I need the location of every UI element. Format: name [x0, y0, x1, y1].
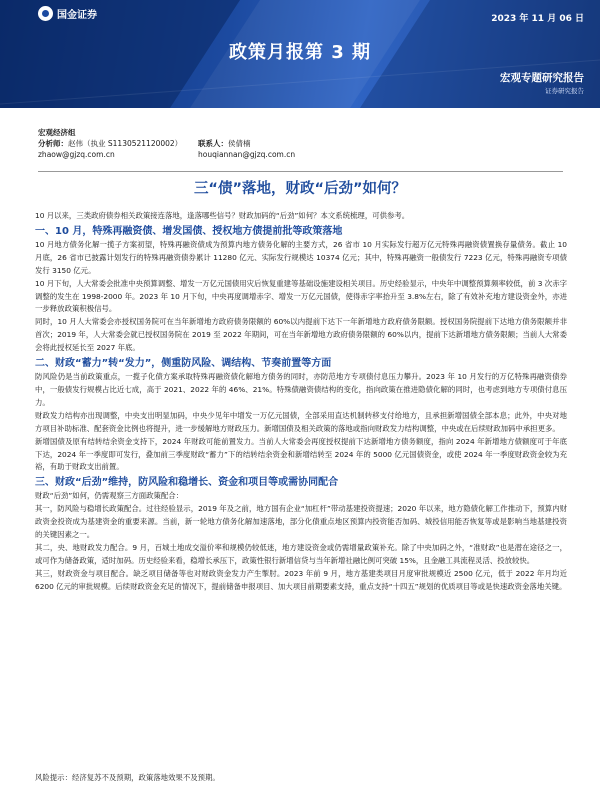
- document-title: 三“债”落地，财政“后劲”如何？: [193, 181, 407, 197]
- logo-icon: [38, 6, 53, 21]
- report-series-sub: 证券研究报告: [545, 87, 584, 95]
- paragraph: 财政“后劲”如何，仍需观察三方面政策配合：: [35, 491, 184, 501]
- paragraph: 10 月下旬，人大常委会批准中央预算调整、增发一万亿元国债用灾后恢复重建等基础设施建设相关项目。历史经验显示，中央年中调整预算频率较低，前 3 次赤字调整的发生在 1998-2000 年。2023 年 10 月下旬，中央再度调增赤字、增发一万亿元国债，使得赤字率抬升至 3.8%左右，除了有效补充地方建设资金外，亦进一步释放政策积极信号。: [35, 278, 567, 314]
- paragraph: 其三，财政资金与项目配合。缺乏项目储备等也对财政资金发力产生掣肘。2023 年前 9 月，地方基建类项目月度审批规模近 2500 亿元，低于 2022 年月均近 6200 亿元的审批规模。后续财政资金充足的情况下，提前储备申报项目、加大项目前期要素支持，重点支持“十四五”规划的优质项目等或是快速政资金落地关键。: [35, 568, 567, 591]
- analyst-name: 赵伟（执业 S1130521120002）: [68, 139, 183, 148]
- analyst-label: 分析师：: [38, 139, 68, 148]
- report-title: 政策月报第 3 期: [228, 42, 372, 63]
- author-block: [38, 127, 295, 160]
- intro-paragraph: 10 月以来，三类政府债券相关政策接连落地，逢落哪些信号？财政加码的“后劲”如何？本文系统梳理，可供参考。: [35, 211, 410, 220]
- contact-name: 侯倩楠: [228, 139, 251, 148]
- header-banner: [0, 0, 600, 108]
- paragraph: 防风险仍是当前政策重点，一揽子化债方案承取特殊再融资债化解地方债务的同时，亦防范地方专项债付息压力攀升。2023 年 10 月发行的万亿特殊再融资债券中，一般债发行规模占比近七成，高于 2021、2022 年的 46%、21%。特殊债融资债结构的变化，指向政策在推进隐债化解的同时，也考虑到地方专项债付息压力。: [35, 372, 567, 407]
- report-series: 宏观专题研究报告: [500, 72, 584, 84]
- paragraph: 同时，10 月人大常委会亦授权国务院可在当年新增地方政府债务限额的 60%以内提前下达下一年新增地方政府债务限额。授权国务院提前下达地方债务限额并非首次；2019 年，人大常委会就已授权国务院在 2019 至 2022 年期间，可在当年新增地方政府债务限额的 60%以内，提前下达新增地方债务限额；当前人大常委会将此授权延长至 2027 年底。: [35, 317, 567, 353]
- research-group: 宏观经济组: [38, 128, 76, 137]
- paragraph: 其一，防风险与稳增长政策配合。过往经验显示，2019 年及之前，地方国有企业“加杠杆”带动基建投资提速；2020 年以来，地方隐债化解工作推动下，预算内财政资金投资成为基建资金的重要来源。当前，新一轮地方债务化解加速落地，部分化债重点地区预算内投资能否加码、城投信用能否恢复等或是影响当地基建投资的关键因素之一。: [35, 504, 567, 540]
- document-body: [35, 210, 567, 594]
- paragraph: 其二，央、地财政发力配合。9 月，百城土地成交溢价率和规模仍较低迷，地方建设资金或仍需增量政策补充。除了中央加码之外，“准财政”也是潜在途径之一，或可作为储备政策，适时加码。历史经验来看，稳增长承压下，政策性银行新增信贷与当年新增社融比例可突破 15%，且金融工具流程灵活、投放较快。: [35, 542, 567, 565]
- section-heading: 三、财政“后劲”维持，防风险和稳增长、资金和项目等或需协同配合: [35, 477, 339, 489]
- section-heading: 一、10 月，特殊再融资债、增发国债、授权地方债提前批等政策落地: [35, 225, 343, 237]
- paragraph: 新增国债及原有结转结余资金支持下，2024 年财政可能前置发力。当前人大常委会再度授权提前下达新增地方债务额度，指向 2024 年新增地方债额度可于年底下达，2024 年一季度即可发行，叠加前三季度财政“蓄力”下的结转结余资金和新增结转至 2024 年的 5000 亿元国债资金，或使 2024 年一季度财政资金较为充裕，有助于财政支出前置。: [35, 436, 567, 472]
- section-heading: 二、财政“蓄力”转“发力”，侧重防风险、调结构、节奏前置等方面: [35, 358, 332, 370]
- paragraph: 财政发力结构亦出现调整，中央支出明显加码，中央少见年中增发一万亿元国债，全部采用直达机制转移支付给地方，且承担新增国债全部本息；此外，中央对地方项目补助标准、配套资金比例也将提升，进一步缓解地方财政压力。新增国债及相关政策的落地或指向财政发力结构调整，中央或在后续财政加码中承担更多。: [35, 410, 567, 433]
- divider: [38, 171, 563, 172]
- contact-email[interactable]: houqiannan@gjzq.com.cn: [198, 150, 296, 159]
- paragraph: 10 月地方债务化解一揽子方案初望，特殊再融资债成为预算内地方债务化解的主要方式，26 省市 10 月实际发行超万亿元特殊再融资债置换存量债务。截止 10 月底，26 省市已披露计划发行的特殊再融资债券累计 11280 亿元、实际发行规模达 10374 亿元；其中，特殊再融资一般债发行 7223 亿元，特殊再融资专项债发行 3150 亿元。: [35, 239, 567, 275]
- company-logo: [38, 6, 97, 21]
- contact-label: 联系人：: [198, 139, 228, 148]
- report-date: 2023 年 11 月 06 日: [491, 14, 584, 24]
- analyst-email[interactable]: zhaow@gjzq.com.cn: [38, 150, 115, 159]
- risk-note: 风险提示：经济复苏不及预期，政策落地效果不及预期。: [35, 773, 220, 782]
- logo-text: 国金证券: [57, 10, 97, 21]
